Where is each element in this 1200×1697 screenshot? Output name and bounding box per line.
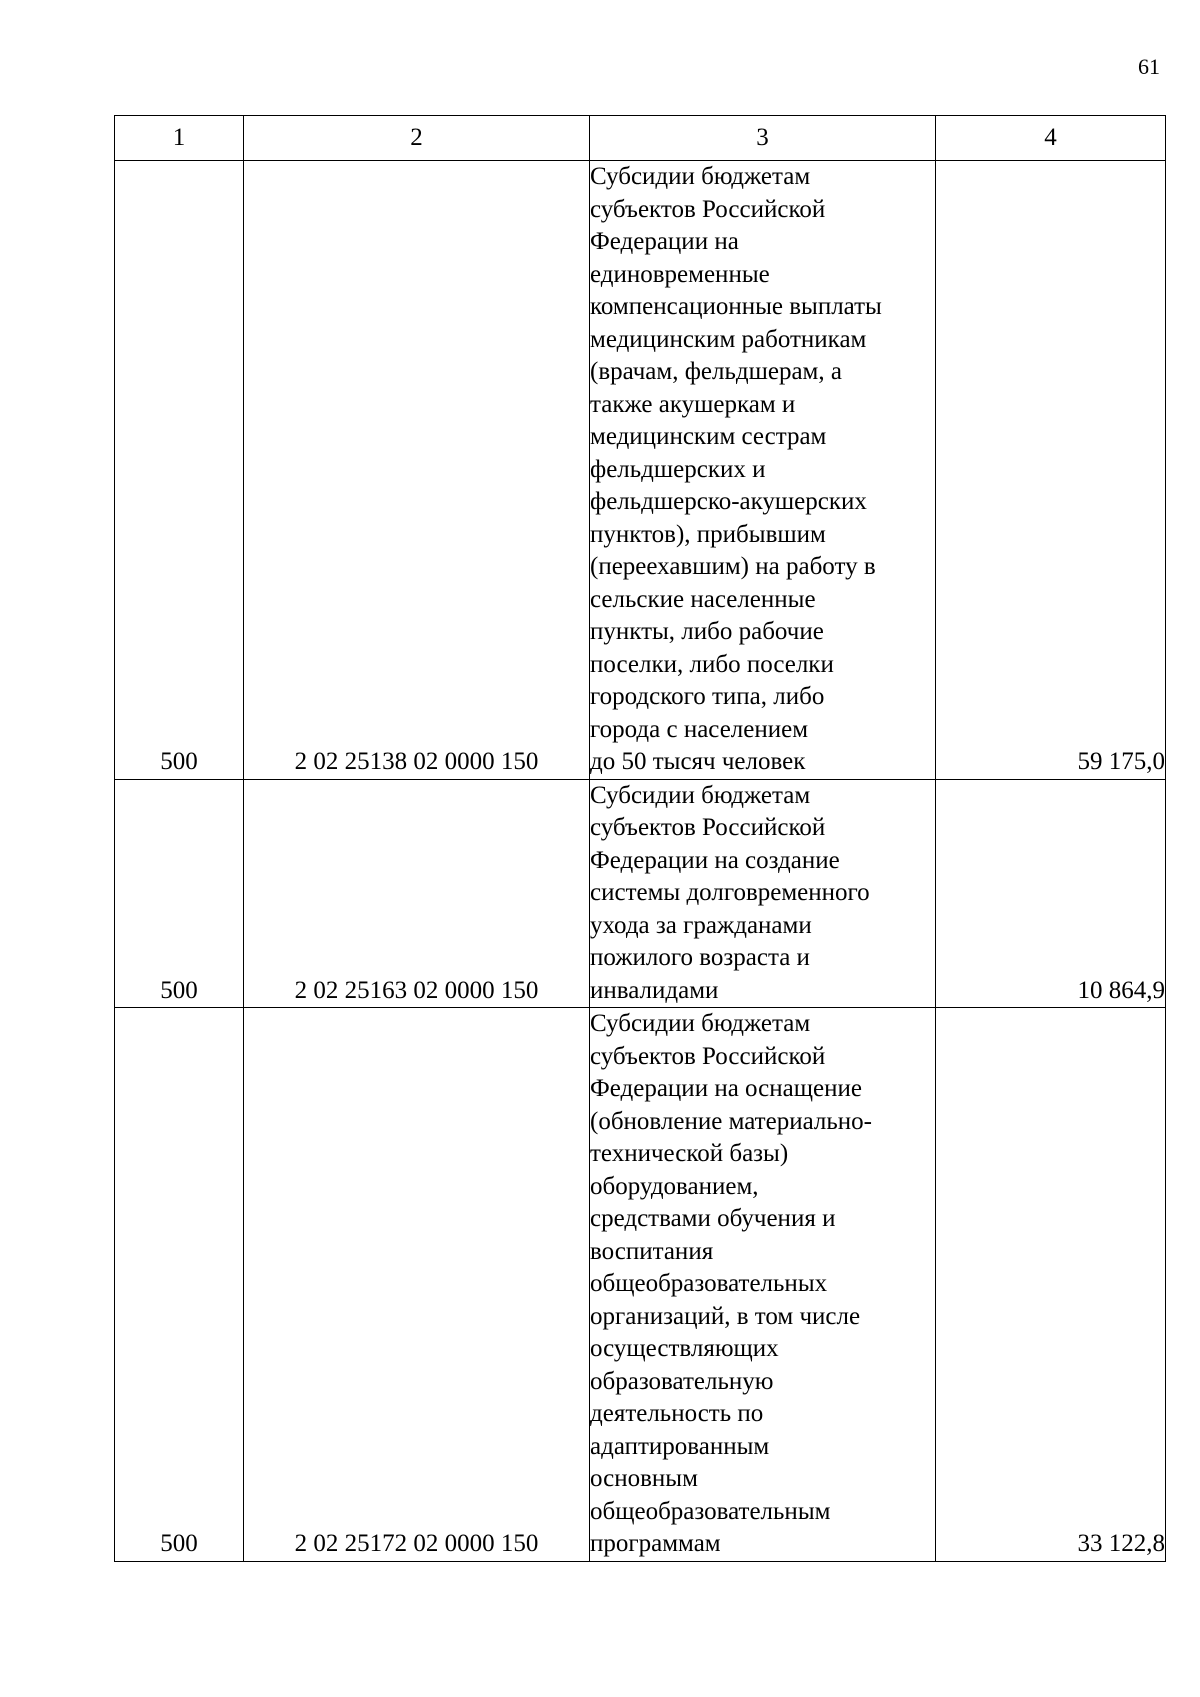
admin-code-cell: 500 bbox=[115, 1008, 244, 1562]
description-line: основным bbox=[590, 1465, 698, 1492]
description-line: воспитания bbox=[590, 1237, 714, 1265]
description-line: общеобразовательным bbox=[590, 1497, 831, 1525]
description-line: единовременные bbox=[590, 260, 770, 288]
description-line: средствами обучения и bbox=[590, 1205, 836, 1232]
description-line: общеобразовательных bbox=[590, 1270, 828, 1297]
description-line: программам bbox=[590, 1530, 721, 1557]
description-cell bbox=[590, 1008, 936, 1562]
column-header: 1 bbox=[115, 116, 244, 161]
amount-cell: 33 122,8 bbox=[936, 1008, 1166, 1562]
description-line: Субсидии бюджетам bbox=[590, 163, 811, 190]
description-line: пунктов), прибывшим bbox=[590, 520, 826, 548]
description-line: Федерации на bbox=[590, 228, 739, 255]
description-line: Субсидии бюджетам bbox=[590, 1010, 811, 1037]
table-row bbox=[115, 1008, 1166, 1562]
table-row bbox=[115, 161, 1166, 780]
description-line: Федерации на создание bbox=[590, 846, 840, 874]
description-line: поселки, либо поселки bbox=[590, 650, 834, 678]
description-line: фельдшерских и bbox=[590, 455, 766, 483]
budget-code-cell: 2 02 25172 02 0000 150 bbox=[244, 1008, 590, 1562]
column-header: 2 bbox=[244, 116, 590, 161]
description-line: системы долговременного bbox=[590, 879, 870, 906]
budget-code-cell: 2 02 25163 02 0000 150 bbox=[244, 779, 590, 1008]
description-line: медицинским работникам bbox=[590, 325, 867, 353]
description-line: субъектов Российской bbox=[590, 195, 826, 223]
description-line: городского типа, либо bbox=[590, 683, 825, 710]
table-header-row bbox=[115, 116, 1166, 161]
description-line: (врачам, фельдшерам, а bbox=[590, 358, 842, 385]
description-line: пожилого возраста и bbox=[590, 944, 810, 971]
description-line: фельдшерско-акушерских bbox=[590, 488, 867, 515]
description-line: образовательную bbox=[590, 1367, 774, 1395]
budget-table bbox=[114, 115, 1166, 1562]
description-line: пункты, либо рабочие bbox=[590, 618, 824, 645]
description-line: (переехавшим) на работу в bbox=[590, 553, 876, 580]
description-line: (обновление материально- bbox=[590, 1107, 872, 1135]
description-line: субъектов Российской bbox=[590, 814, 826, 841]
description-line: деятельность по bbox=[590, 1400, 764, 1427]
description-line: адаптированным bbox=[590, 1432, 770, 1460]
table-row bbox=[115, 779, 1166, 1008]
budget-code-cell: 2 02 25138 02 0000 150 bbox=[244, 161, 590, 780]
description-line: оборудованием, bbox=[590, 1172, 759, 1200]
column-header: 4 bbox=[936, 116, 1166, 161]
description-line: субъектов Российской bbox=[590, 1042, 826, 1070]
table-body bbox=[115, 161, 1166, 1562]
page-number: 61 bbox=[1138, 54, 1160, 79]
description-line: сельские населенные bbox=[590, 585, 816, 613]
description-line: Федерации на оснащение bbox=[590, 1075, 862, 1102]
admin-code-cell: 500 bbox=[115, 161, 244, 780]
amount-cell: 59 175,0 bbox=[936, 161, 1166, 780]
description-line: технической базы) bbox=[590, 1140, 789, 1167]
description-line: ухода за гражданами bbox=[590, 911, 812, 939]
description-line: компенсационные выплаты bbox=[590, 293, 882, 320]
description-cell bbox=[590, 161, 936, 780]
description-line: города с населением bbox=[590, 715, 809, 743]
description-line: организаций, в том числе bbox=[590, 1302, 861, 1330]
description-line: инвалидами bbox=[590, 976, 719, 1004]
description-line: также акушеркам и bbox=[590, 390, 796, 418]
amount-cell: 10 864,9 bbox=[936, 779, 1166, 1008]
description-line: Субсидии бюджетам bbox=[590, 781, 811, 809]
description-line: до 50 тысяч человек bbox=[590, 748, 806, 775]
column-header: 3 bbox=[590, 116, 936, 161]
description-line: осуществляющих bbox=[590, 1335, 779, 1362]
description-line: медицинским сестрам bbox=[590, 423, 827, 450]
description-cell bbox=[590, 779, 936, 1008]
admin-code-cell: 500 bbox=[115, 779, 244, 1008]
